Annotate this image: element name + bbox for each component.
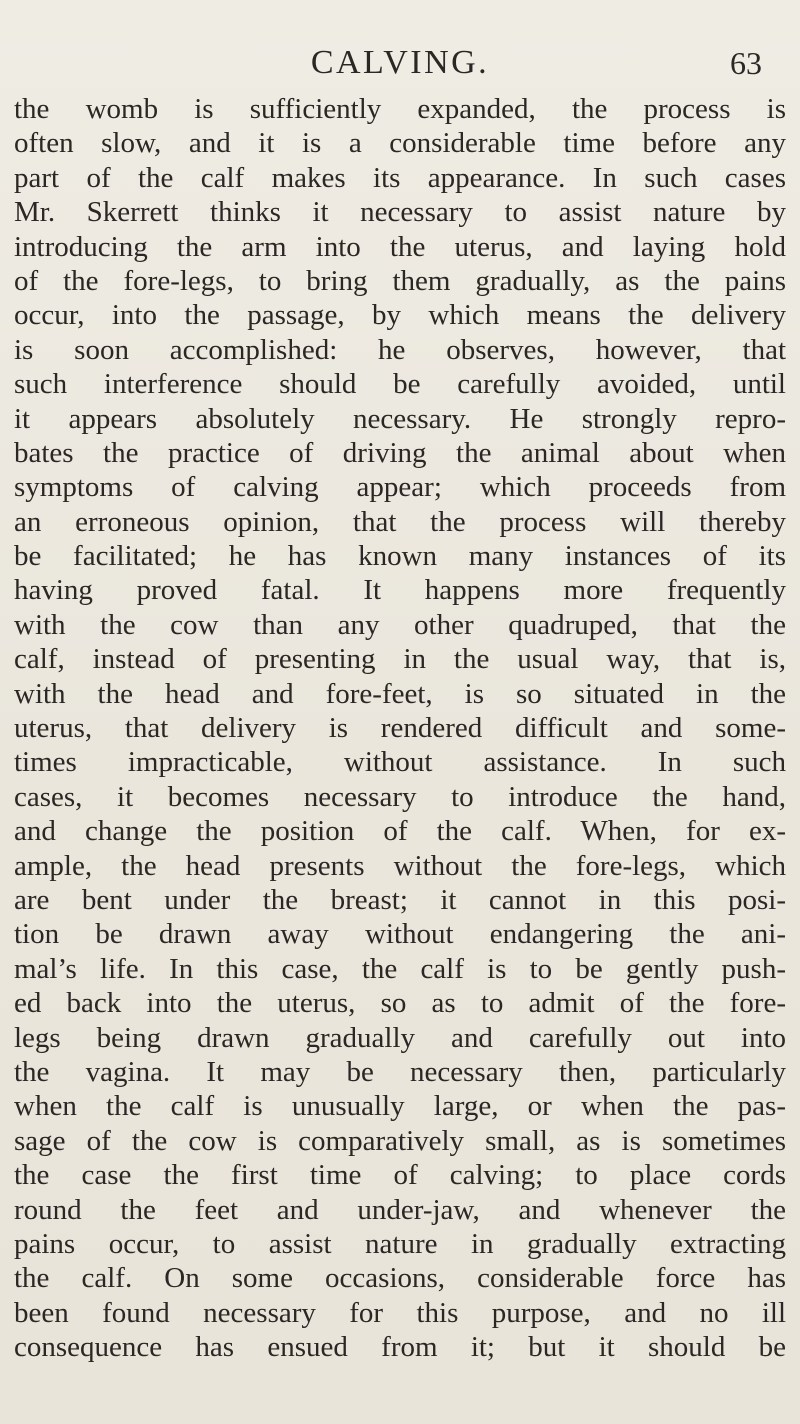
text-line: ed back into the uterus, so as to admit of the fore- <box>14 987 786 1020</box>
text-line: with the head and fore-feet, is so situated in the <box>14 677 786 710</box>
text-line: it appears absolutely necessary. He strongly repro- <box>14 402 786 435</box>
text-line: been found necessary for this purpose, and no ill <box>14 1296 786 1329</box>
text-line: bates the practice of driving the animal about when <box>14 436 786 469</box>
page-number: 63 <box>730 45 762 81</box>
text-line: sage of the cow is comparatively small, as is sometimes <box>14 1124 786 1157</box>
text-line: ample, the head presents without the fore-legs, which <box>14 849 786 882</box>
text-line: the womb is sufficiently expanded, the process is <box>14 93 786 125</box>
text-line: consequence has ensued from it; but it should be <box>14 1331 786 1364</box>
text-line: occur, into the passage, by which means the delivery <box>14 299 786 332</box>
body-text <box>14 92 786 1364</box>
text-line: mal’s life. In this case, the calf is to be gently push- <box>14 952 786 985</box>
text-line: pains occur, to assist nature in gradually extracting <box>14 1227 786 1260</box>
text-line: tion be drawn away without endangering the ani- <box>14 918 786 951</box>
text-line: often slow, and it is a considerable time before any <box>14 127 786 160</box>
text-line: legs being drawn gradually and carefully out into <box>14 1021 786 1054</box>
text-line: an erroneous opinion, that the process will thereby <box>14 505 786 538</box>
text-line: introducing the arm into the uterus, and laying hold <box>14 230 786 263</box>
text-line: round the feet and under-jaw, and whenever the <box>14 1193 786 1226</box>
text-line: part of the calf makes its appearance. In such cases <box>14 161 786 194</box>
text-line: uterus, that delivery is rendered difficult and some- <box>14 712 786 745</box>
page-header <box>0 38 800 88</box>
running-title: CALVING. <box>310 44 490 81</box>
text-line: of the fore-legs, to bring them gradually, as the pains <box>14 264 786 297</box>
text-line: times impracticable, without assistance. In such <box>14 746 786 779</box>
text-line: with the cow than any other quadruped, that the <box>14 608 786 641</box>
text-line: such interference should be carefully avoided, until <box>14 368 786 401</box>
text-line: calf, instead of presenting in the usual way, that is, <box>14 643 786 676</box>
text-line: and change the position of the calf. When, for ex- <box>14 815 786 848</box>
text-line: having proved fatal. It happens more frequently <box>14 574 786 607</box>
text-line: when the calf is unusually large, or when the pas- <box>14 1090 786 1123</box>
text-line: Mr. Skerrett thinks it necessary to assist nature by <box>14 196 786 229</box>
text-line: cases, it becomes necessary to introduce the hand, <box>14 780 786 813</box>
text-line: symptoms of calving appear; which proceeds from <box>14 471 786 504</box>
text-line: is soon accomplished: he observes, however, that <box>14 333 786 366</box>
text-line: the case the first time of calving; to place cords <box>14 1159 786 1192</box>
text-line: be facilitated; he has known many instances of its <box>14 540 786 573</box>
text-line: the calf. On some occasions, considerable force has <box>14 1262 786 1295</box>
text-line: the vagina. It may be necessary then, particularly <box>14 1055 786 1088</box>
text-line: are bent under the breast; it cannot in this posi- <box>14 883 786 916</box>
